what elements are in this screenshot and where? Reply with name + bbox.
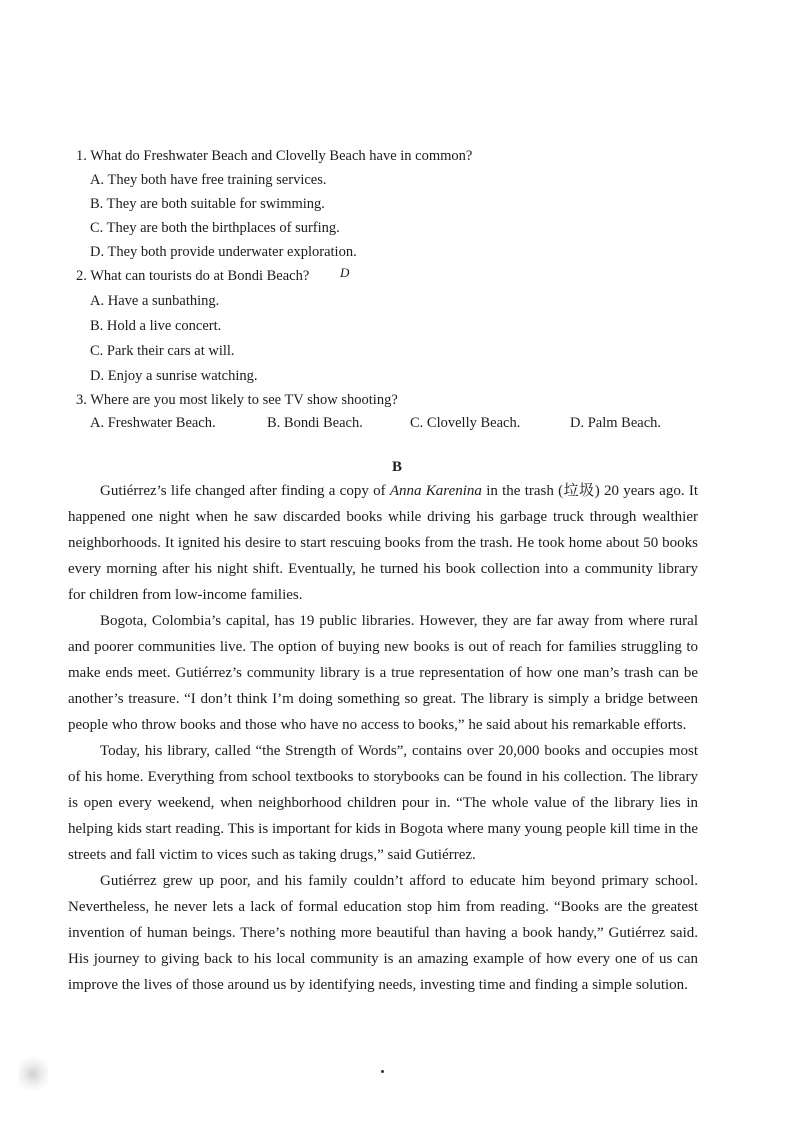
- passage-paragraph-2: Bogota, Colombia’s capital, has 19 public libraries. However, they are far away from where rural and poorer communities live. The option of buying new books is out of reach for families struggling to make ends meet. Gutiérrez’s community library is a true representation of how one man’s trash can be another’s treasure. “I don’t think I’m doing something so great. The library is simply a bridge between people who throw books and those who have no access to books,” he said about his remarkable efforts.: [68, 613, 698, 733]
- book-title: Anna Karenina: [389, 483, 482, 499]
- passage-paragraph-4: Gutiérrez grew up poor, and his family couldn’t afford to educate him beyond primary school. Nevertheless, he never lets a lack of formal education stop him from reading. “Books are the greatest invention of human beings. There’s nothing more beautiful than having a book handy,” Gutiérrez said. His journey to giving back to his local community is an amazing example of how every one of us can improve the lives of those around us by identifying needs, investing time and finding a simple solution.: [68, 873, 698, 993]
- scan-dot: [381, 1070, 384, 1073]
- section-heading: B: [391, 459, 402, 475]
- question-2-option-d: D. Enjoy a sunrise watching.: [90, 368, 258, 384]
- question-3-option-d: D. Palm Beach.: [570, 415, 662, 431]
- scan-smudge: [18, 1052, 48, 1096]
- question-3-option-b: B. Bondi Beach.: [267, 415, 363, 431]
- question-2-stem: 2. What can tourists do at Bondi Beach?: [76, 268, 310, 284]
- paragraph-1-text-start: Gutiérrez’s life changed after finding a copy of: [100, 483, 390, 499]
- question-1-option-c: C. They are both the birthplaces of surfing.: [90, 220, 340, 236]
- question-2-option-a: A. Have a sunbathing.: [90, 293, 220, 309]
- question-2-option-b: B. Hold a live concert.: [90, 318, 222, 334]
- question-1-stem: 1. What do Freshwater Beach and Clovelly Beach have in common?: [76, 148, 473, 164]
- question-3-stem: 3. Where are you most likely to see TV show shooting?: [76, 392, 398, 408]
- paragraph-1-text-end: in the trash (垃圾) 20 years ago. It happened one night when he saw discarded books while driving his garbage truck through wealthier neighborhoods. It ignited his desire to start rescuing books from the trash. He took home about 50 books every morning after his night shift. Eventually, he turned his book collection into a community library for children from low-income families.: [68, 483, 698, 603]
- passage-paragraph-1: [68, 478, 698, 608]
- question-1-option-b: B. They are both suitable for swimming.: [90, 196, 325, 212]
- passage-paragraph-3: Today, his library, called “the Strength of Words”, contains over 20,000 books and occupies most of his home. Everything from school textbooks to storybooks can be found in his collection. The library is open every weekend, when neighborhood children pour in. “The whole value of the library lies in helping kids start reading. This is important for kids in Bogota where many young people kill time in the streets and fall victim to vices such as taking drugs,” said Gutiérrez.: [68, 743, 698, 863]
- question-1-option-d: D. They both provide underwater exploration.: [90, 244, 357, 260]
- question-2-option-c: C. Park their cars at will.: [90, 343, 235, 359]
- reading-passage: [68, 478, 698, 998]
- question-3-option-c: C. Clovelly Beach.: [410, 415, 521, 431]
- question-3-option-a: A. Freshwater Beach.: [90, 415, 216, 431]
- question-1-option-a: A. They both have free training services.: [90, 172, 327, 188]
- handwritten-answer-mark: D: [340, 265, 350, 280]
